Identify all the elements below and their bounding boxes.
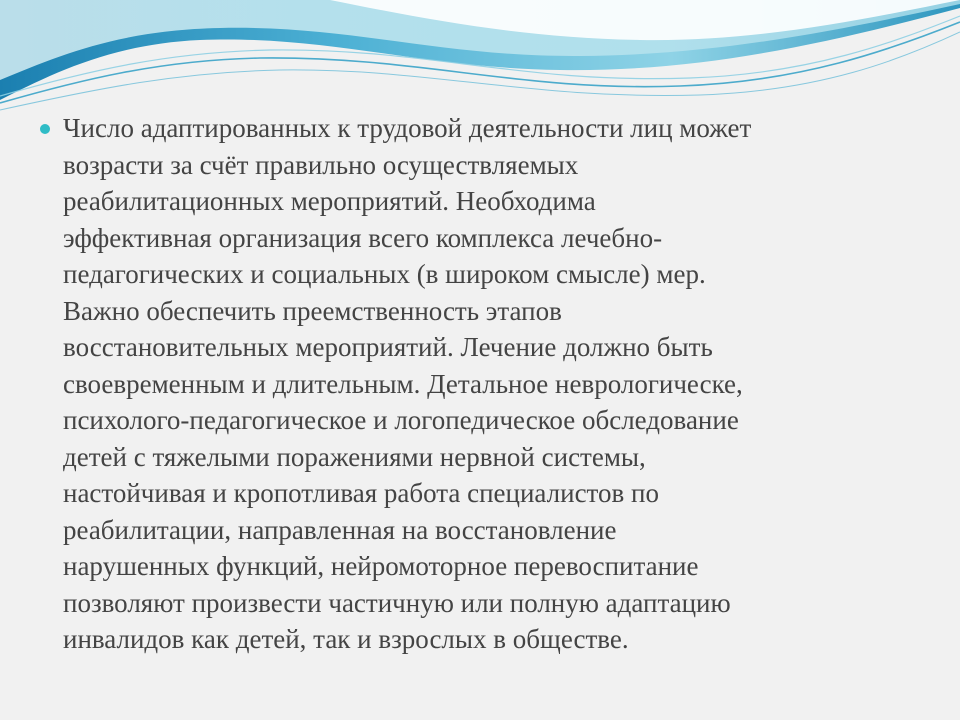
bullet-item <box>38 110 918 658</box>
content-area <box>38 110 918 658</box>
bullet-text: Число адаптированных к трудовой деятельности лиц может возрасти за счёт правильно осуществляемых реабилитационных мероприятий. Необходима эффективная организация всего комплекса лечебно- педагогических и социальных (в широком смысле) мер. Важно обеспечить преемственность этапов восстановительных мероприятий. Лечение должно быть своевременным и длительным. Детальное неврологическе, психолого-педагогическое и логопедическое обследование детей с тяжелыми поражениями нервной системы, настойчивая и кропотливая работа специалистов по реабилитации, направленная на восстановление нарушенных функций, нейромоторное перевоспитание позволяют произвести частичную или полную адаптацию инвалидов как детей, так и взрослых в обществе. <box>63 113 752 654</box>
bullet-dot-icon <box>40 124 50 134</box>
